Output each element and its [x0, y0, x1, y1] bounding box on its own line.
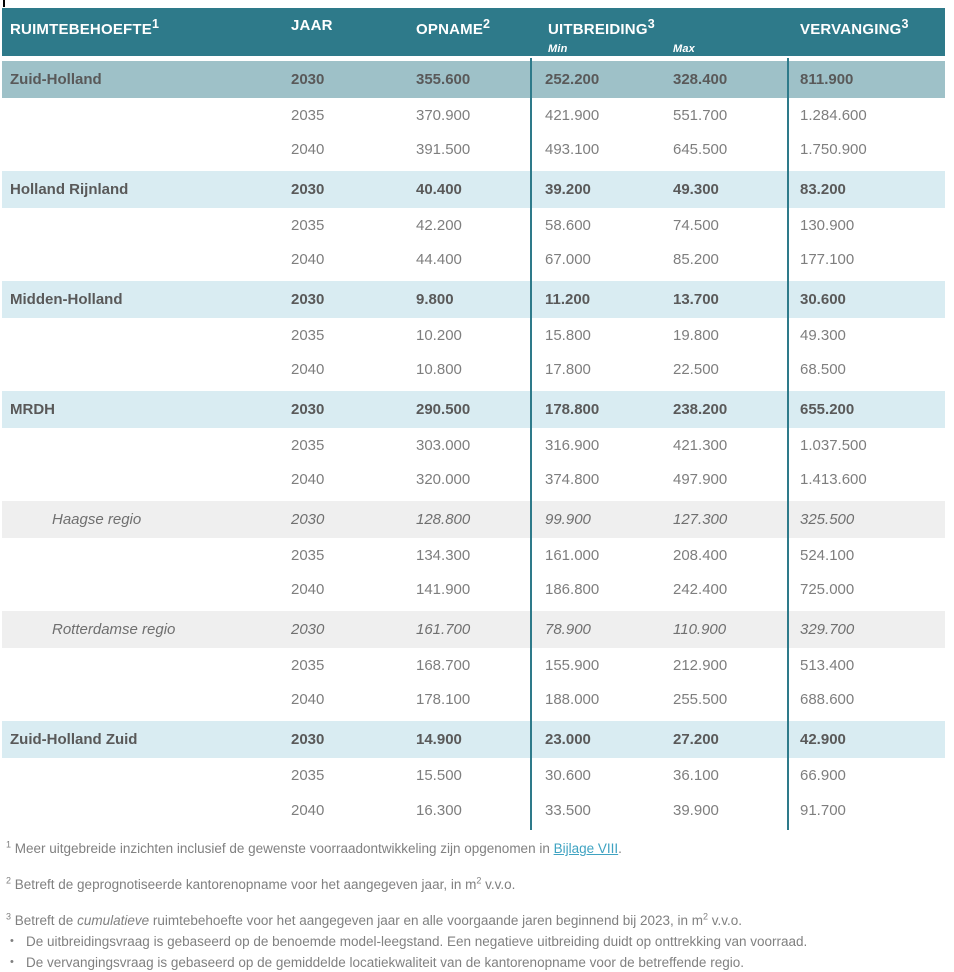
jaar-cell: 2030 — [291, 168, 416, 208]
region-cell — [2, 353, 291, 388]
uitbreiding-min-cell: 99.900 — [530, 498, 673, 538]
jaar-cell: 2030 — [291, 498, 416, 538]
data-row — [2, 758, 945, 793]
footnote-marker: 3 — [647, 17, 655, 31]
region-cell — [2, 428, 291, 463]
vervanging-cell: 66.900 — [800, 767, 846, 784]
region-group-row — [2, 278, 945, 318]
region-cell — [2, 243, 291, 278]
opname-cell: 141.900 — [416, 580, 471, 598]
bijlage-viii-link[interactable]: Bijlage VIII — [553, 841, 619, 856]
opname-cell: 15.500 — [416, 767, 462, 784]
region-cell — [2, 318, 291, 353]
uitbreiding-min-cell: 493.100 — [545, 140, 600, 158]
uitbreiding-max-cell: 13.700 — [673, 278, 787, 318]
column-header-label: JAAR — [291, 17, 333, 34]
uitbreiding-min-cell: 155.900 — [545, 657, 600, 674]
column-header-uitbreiding — [530, 8, 787, 58]
vervanging-cell: 1.750.900 — [800, 140, 867, 158]
uitbreiding-max-cell: 19.800 — [673, 327, 719, 344]
vervanging-cell: 42.900 — [787, 718, 945, 758]
vervanging-cell: 811.900 — [787, 58, 945, 98]
uitbreiding-max-cell: 551.700 — [673, 107, 728, 124]
region-cell: Midden-Holland — [2, 278, 291, 318]
opname-cell: 10.800 — [416, 360, 462, 378]
uitbreiding-subheaders — [530, 43, 787, 55]
region-cell: Zuid-Holland — [2, 58, 291, 98]
uitbreiding-max-cell: 27.200 — [673, 718, 787, 758]
opname-cell: 161.700 — [416, 608, 530, 648]
uitbreiding-min-cell: 58.600 — [545, 217, 591, 234]
ruimtebehoefte-table-container — [2, 8, 945, 828]
vervanging-cell: 130.900 — [800, 217, 855, 234]
uitbreiding-min-cell: 421.900 — [545, 107, 600, 124]
footnotes — [6, 838, 950, 972]
uitbreiding-max-cell: 328.400 — [673, 58, 787, 98]
opname-cell: 290.500 — [416, 388, 530, 428]
vervanging-cell: 177.100 — [800, 250, 855, 268]
footnote-marker: 1 — [6, 839, 12, 850]
jaar-cell: 2035 — [291, 327, 325, 344]
jaar-cell: 2035 — [291, 217, 325, 234]
subheader-min: Min — [548, 43, 568, 55]
vervanging-cell: 1.284.600 — [800, 107, 867, 124]
uitbreiding-max-cell: 39.900 — [673, 802, 719, 819]
uitbreiding-min-cell: 178.800 — [530, 388, 673, 428]
uitbreiding-max-cell: 36.100 — [673, 767, 719, 784]
region-cell — [2, 98, 291, 133]
data-row — [2, 318, 945, 353]
data-row — [2, 793, 945, 828]
table-header — [2, 8, 945, 58]
data-row — [2, 353, 945, 388]
region-cell: MRDH — [2, 388, 291, 428]
opname-cell: 42.200 — [416, 217, 462, 234]
opname-cell: 303.000 — [416, 437, 471, 454]
opname-cell: 134.300 — [416, 547, 471, 564]
opname-cell: 391.500 — [416, 140, 471, 158]
uitbreiding-max-cell: 238.200 — [673, 388, 787, 428]
jaar-cell: 2040 — [291, 360, 325, 378]
region-cell: Zuid-Holland Zuid — [2, 718, 291, 758]
ruimtebehoefte-table — [2, 8, 945, 828]
opname-cell: 16.300 — [416, 802, 462, 819]
uitbreiding-min-cell: 252.200 — [530, 58, 673, 98]
region-cell — [2, 538, 291, 573]
uitbreiding-max-cell: 255.500 — [673, 690, 728, 708]
opname-cell: 9.800 — [416, 278, 530, 318]
jaar-cell: 2035 — [291, 657, 325, 674]
footnote-bullet-1: • De uitbreidingsvraag is gebaseerd op de benoemde model-leegstand. Een negatieve uitbreiding duidt op onttrekking van voorraad. — [6, 931, 950, 952]
jaar-cell: 2040 — [291, 250, 325, 268]
bullet-icon: • — [10, 956, 14, 968]
squared-superscript: 2 — [703, 911, 709, 922]
vervanging-cell: 91.700 — [800, 802, 846, 819]
uitbreiding-min-cell: 316.900 — [545, 437, 600, 454]
region-group-row — [2, 168, 945, 208]
column-header-vervanging — [787, 8, 945, 58]
jaar-cell: 2035 — [291, 547, 325, 564]
region-cell: Haagse regio — [2, 498, 291, 538]
uitbreiding-min-cell: 186.800 — [545, 580, 600, 598]
footnote-2: $^2$ Betreft de geprognotiseerde kantorenopname voor het aangegeven jaar, in $m^2$ v.v.o. — [6, 875, 516, 892]
uitbreiding-min-cell: 11.200 — [530, 278, 673, 318]
vervanging-cell: 1.037.500 — [800, 437, 867, 454]
column-header-label: VERVANGING — [800, 21, 902, 38]
data-row — [2, 243, 945, 278]
uitbreiding-max-cell: 85.200 — [673, 250, 719, 268]
uitbreiding-min-cell: 33.500 — [545, 802, 591, 819]
vervanging-cell: 68.500 — [800, 360, 846, 378]
vervanging-cell: 513.400 — [800, 657, 855, 674]
vervanging-cell: 30.600 — [787, 278, 945, 318]
squared-superscript: 2 — [476, 875, 482, 886]
uitbreiding-max-cell: 242.400 — [673, 580, 728, 598]
uitbreiding-min-cell: 374.800 — [545, 470, 600, 488]
column-divider-line — [787, 58, 789, 830]
region-group-row — [2, 58, 945, 98]
header-row — [2, 8, 945, 58]
uitbreiding-max-cell: 645.500 — [673, 140, 728, 158]
jaar-cell: 2035 — [291, 767, 325, 784]
uitbreiding-max-cell: 208.400 — [673, 547, 728, 564]
uitbreiding-min-cell: 78.900 — [530, 608, 673, 648]
data-row — [2, 98, 945, 133]
jaar-cell: 2040 — [291, 470, 325, 488]
opname-cell: 168.700 — [416, 657, 471, 674]
region-group-row — [2, 498, 945, 538]
opname-cell: 355.600 — [416, 58, 530, 98]
vervanging-cell: 329.700 — [787, 608, 945, 648]
footnote-bullet-2: • De vervangingsvraag is gebaseerd op de gemiddelde locatiekwaliteit van de kantorenopname voor de betreffende regio. — [6, 952, 950, 972]
data-row — [2, 538, 945, 573]
data-row — [2, 133, 945, 168]
uitbreiding-min-cell: 39.200 — [530, 168, 673, 208]
uitbreiding-max-cell: 74.500 — [673, 217, 719, 234]
vervanging-cell: 688.600 — [800, 690, 855, 708]
vervanging-cell: 725.000 — [800, 580, 855, 598]
data-row — [2, 208, 945, 243]
column-header-ruimtebehoefte — [2, 8, 291, 58]
data-row — [2, 463, 945, 498]
jaar-cell: 2040 — [291, 140, 325, 158]
data-row — [2, 428, 945, 463]
uitbreiding-min-cell: 161.000 — [545, 547, 600, 564]
opname-cell: 44.400 — [416, 250, 462, 268]
data-row — [2, 573, 945, 608]
uitbreiding-min-cell: 17.800 — [545, 360, 591, 378]
data-row — [2, 648, 945, 683]
opname-cell: 178.100 — [416, 690, 471, 708]
jaar-cell: 2035 — [291, 107, 325, 124]
region-cell — [2, 683, 291, 718]
uitbreiding-min-cell: 30.600 — [545, 767, 591, 784]
column-header-label: OPNAME — [416, 21, 484, 38]
column-header-opname — [416, 8, 530, 58]
jaar-cell: 2040 — [291, 802, 325, 819]
uitbreiding-min-cell: 23.000 — [530, 718, 673, 758]
uitbreiding-min-cell: 188.000 — [545, 690, 600, 708]
vervanging-cell: 655.200 — [787, 388, 945, 428]
vervanging-cell: 325.500 — [787, 498, 945, 538]
footnote-marker: 3 — [901, 17, 909, 31]
region-cell: Holland Rijnland — [2, 168, 291, 208]
vervanging-cell: 83.200 — [787, 168, 945, 208]
subheader-max: Max — [673, 43, 695, 55]
region-cell — [2, 133, 291, 168]
opname-cell: 128.800 — [416, 498, 530, 538]
region-cell — [2, 793, 291, 828]
column-header-label: UITBREIDING$^3$ — [548, 17, 655, 38]
uitbreiding-max-cell: 127.300 — [673, 498, 787, 538]
uitbreiding-min-cell: 67.000 — [545, 250, 591, 268]
footnote-1: $^1$ Meer uitgebreide inzichten inclusief de gewenste voorraadontwikkeling zijn opgenomen in Bijlage VIII. — [6, 839, 622, 856]
vervanging-cell: 524.100 — [800, 547, 855, 564]
jaar-cell: 2030 — [291, 58, 416, 98]
jaar-cell: 2030 — [291, 388, 416, 428]
jaar-cell: 2030 — [291, 608, 416, 648]
region-cell: Rotterdamse regio — [2, 608, 291, 648]
region-group-row — [2, 608, 945, 648]
opname-cell: 40.400 — [416, 168, 530, 208]
footnote-marker: 2 — [6, 875, 12, 886]
vervanging-cell: 49.300 — [800, 327, 846, 344]
footnote-marker: 1 — [151, 17, 160, 31]
footnote-marker: 2 — [483, 17, 491, 31]
region-cell — [2, 648, 291, 683]
jaar-cell: 2030 — [291, 718, 416, 758]
column-divider-line — [530, 58, 532, 830]
column-header-jaar — [291, 8, 416, 58]
page-edge-artifact — [3, 0, 5, 7]
opname-cell: 10.200 — [416, 327, 462, 344]
column-header-label: RUIMTEBEHOEFTE — [10, 21, 152, 38]
region-cell — [2, 463, 291, 498]
footnote-marker: 3 — [6, 911, 12, 922]
jaar-cell: 2040 — [291, 690, 325, 708]
opname-cell: 370.900 — [416, 107, 471, 124]
uitbreiding-max-cell: 22.500 — [673, 360, 719, 378]
jaar-cell: 2035 — [291, 437, 325, 454]
uitbreiding-max-cell: 110.900 — [673, 608, 787, 648]
region-cell — [2, 758, 291, 793]
table-body — [2, 58, 945, 828]
opname-cell: 14.900 — [416, 718, 530, 758]
footnote-3-text: $^3$ Betreft de cumulatieve ruimtebehoefte voor het aangegeven jaar en alle voorgaande jaren beginnend bij 2023, in $m^2$ v.v.o. — [6, 911, 743, 928]
region-group-row — [2, 388, 945, 428]
uitbreiding-min-cell: 15.800 — [545, 327, 591, 344]
bullet-icon: • — [10, 935, 14, 947]
uitbreiding-max-cell: 49.300 — [673, 168, 787, 208]
data-row — [2, 683, 945, 718]
opname-cell: 320.000 — [416, 470, 471, 488]
region-group-row — [2, 718, 945, 758]
jaar-cell: 2040 — [291, 580, 325, 598]
region-cell — [2, 208, 291, 243]
uitbreiding-max-cell: 497.900 — [673, 470, 728, 488]
vervanging-cell: 1.413.600 — [800, 470, 867, 488]
footnote-3 — [6, 910, 950, 972]
uitbreiding-max-cell: 212.900 — [673, 657, 728, 674]
uitbreiding-max-cell: 421.300 — [673, 437, 728, 454]
jaar-cell: 2030 — [291, 278, 416, 318]
region-cell — [2, 573, 291, 608]
